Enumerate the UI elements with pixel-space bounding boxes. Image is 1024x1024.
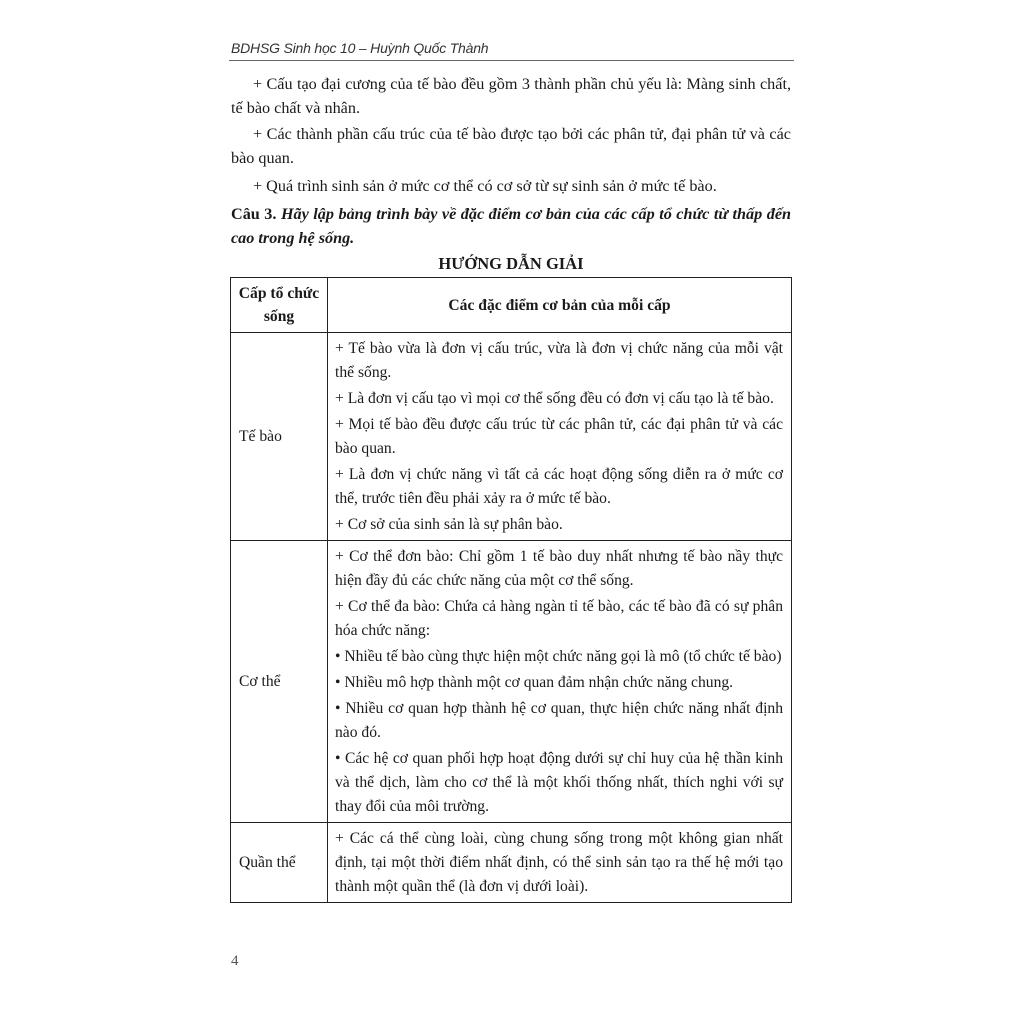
level-name: Cơ thể	[231, 541, 328, 823]
organization-levels-table	[230, 277, 792, 903]
table-row	[231, 823, 792, 903]
level-name: Tế bào	[231, 333, 328, 541]
col-header-features: Các đặc điểm cơ bản của mỗi cấp	[328, 278, 792, 333]
feature-item: • Nhiều mô hợp thành một cơ quan đảm nhận chức năng chung.	[335, 674, 734, 691]
level-features	[328, 333, 792, 541]
page-number: 4	[231, 953, 239, 969]
level-features	[328, 541, 792, 823]
feature-item: • Nhiều cơ quan hợp thành hệ cơ quan, thực hiện chức năng nhất định nào đó.	[335, 700, 783, 741]
header-rule	[229, 60, 794, 61]
feature-item: + Mọi tế bào đều được cấu trúc từ các phân tử, các đại phân tử và các bào quan.	[335, 416, 783, 457]
feature-item: + Là đơn vị chức năng vì tất cả các hoạt động sống diễn ra ở mức cơ thể, trước tiên đều phải xảy ra ở mức tế bào.	[335, 466, 783, 507]
solution-title: HƯỚNG DẪN GIẢI	[438, 254, 584, 273]
table-row	[231, 541, 792, 823]
feature-item: + Là đơn vị cấu tạo vì mọi cơ thể sống đều có đơn vị cấu tạo là tế bào.	[335, 390, 774, 407]
feature-item: • Nhiều tế bào cùng thực hiện một chức năng gọi là mô (tổ chức tế bào)	[335, 648, 782, 665]
feature-item: + Các cá thể cùng loài, cùng chung sống trong một không gian nhất định, tại một thời điểm nhất định, có thể sinh sản tạo ra thế hệ mới tạo thành một quần thể (là đơn vị dưới loài).	[335, 830, 783, 895]
level-name: Quần thể	[231, 823, 328, 903]
table-header-row	[231, 278, 792, 333]
question-text: Hãy lập bảng trình bày về đặc điểm cơ bản của các cấp tổ chức từ thấp đến cao trong hệ sống.	[231, 205, 792, 247]
question	[231, 202, 791, 250]
feature-item: + Tế bào vừa là đơn vị cấu trúc, vừa là đơn vị chức năng của mỗi vật thể sống.	[335, 340, 783, 381]
running-header: BDHSG Sinh học 10 – Huỳnh Quốc Thành	[231, 40, 489, 56]
intro-paragraph: + Quá trình sinh sản ở mức cơ thể có cơ sở từ sự sinh sản ở mức tế bào.	[253, 177, 717, 195]
feature-item: + Cơ sở của sinh sản là sự phân bào.	[335, 516, 563, 533]
feature-item: + Cơ thể đơn bào: Chỉ gồm 1 tế bào duy nhất nhưng tế bào nầy thực hiện đầy đủ các chức năng của một cơ thể sống.	[335, 548, 783, 589]
level-features	[328, 823, 792, 903]
intro-paragraph: + Các thành phần cấu trúc của tế bào được tạo bởi các phân tử, đại phân tử và các bào quan.	[231, 125, 791, 167]
intro-paragraph: + Cấu tạo đại cương của tế bào đều gồm 3 thành phần chủ yếu là: Màng sinh chất, tế bào chất và nhân.	[231, 75, 791, 117]
table-row	[231, 333, 792, 541]
feature-item: • Các hệ cơ quan phối hợp hoạt động dưới sự chỉ huy của hệ thần kinh và thể dịch, làm cho cơ thể là một khối thống nhất, thích nghi với sự thay đổi của môi trường.	[335, 750, 783, 815]
question-label: Câu 3.	[231, 205, 277, 223]
col-header-level: Cấp tổ chức sống	[231, 278, 328, 333]
feature-item: + Cơ thể đa bào: Chứa cả hàng ngàn tỉ tế bào, các tế bào đã có sự phân hóa chức năng:	[335, 598, 783, 639]
